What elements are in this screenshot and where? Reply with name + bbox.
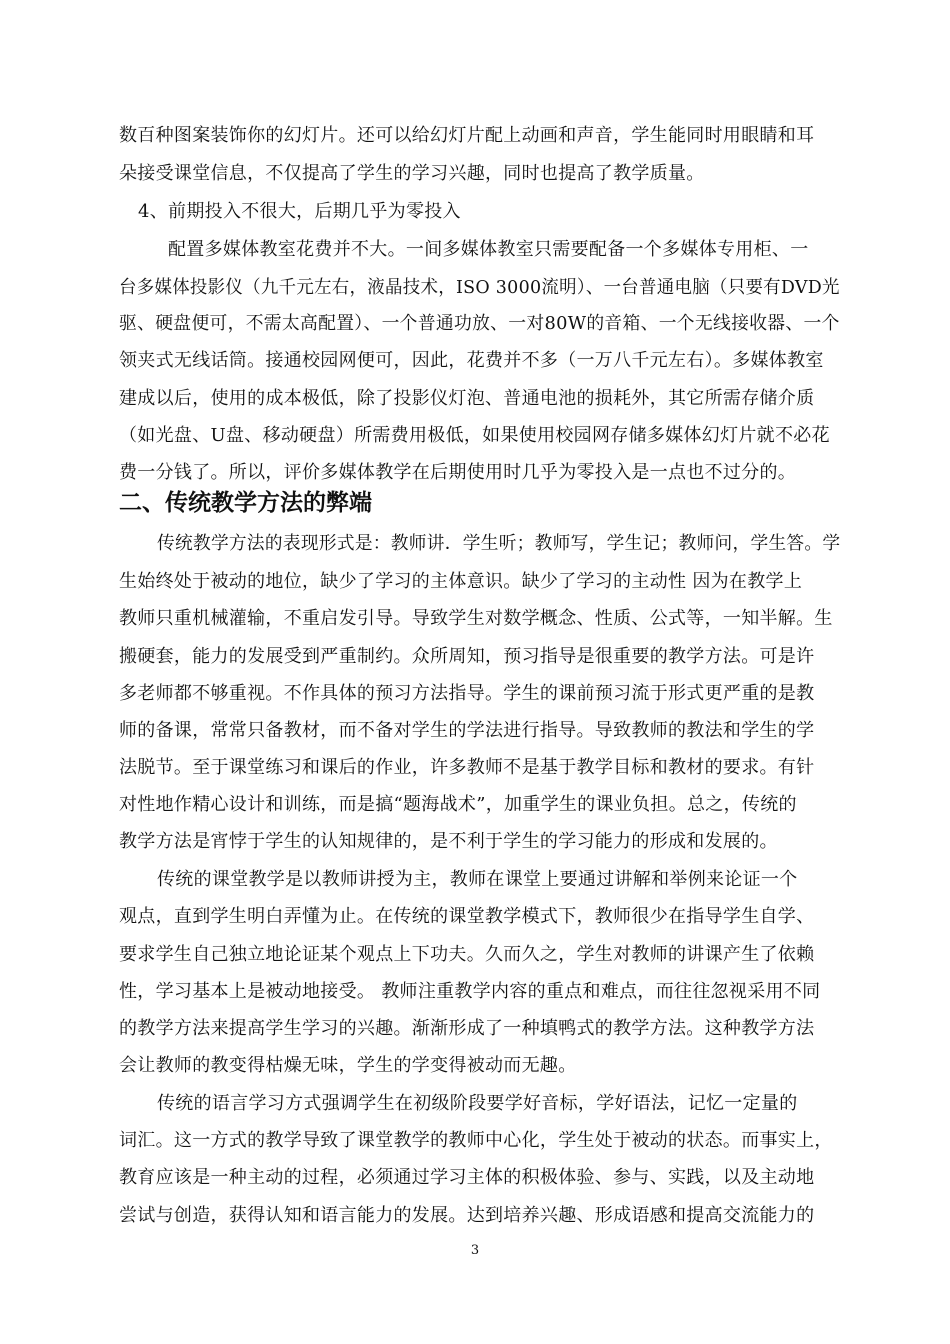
paragraph-line: 台多媒体投影仪（九千元左右，液晶技术，ISO 3000流明）、一台普通电脑（只要有DVD光 xyxy=(119,277,840,298)
paragraph-line: 性，学习基本上是被动地接受。 教师注重教学内容的重点和难点，而往往忽视采用不同 xyxy=(119,981,821,1002)
paragraph-line: 词汇。这一方式的教学导致了课堂教学的教师中心化，学生处于被动的状态。而事实上， xyxy=(119,1130,833,1151)
paragraph-line: 对性地作精心设计和训练，而是搞“题海战术”，加重学生的课业负担。总之，传统的 xyxy=(119,794,797,815)
paragraph-line: 传统的课堂教学是以教师讲授为主，教师在课堂上要通过讲解和举例来论证一个 xyxy=(157,869,798,890)
paragraph-line: 搬硬套，能力的发展受到严重制约。众所周知，预习指导是很重要的教学方法。可是许 xyxy=(119,646,815,667)
paragraph-line: 建成以后，使用的成本极低，除了投影仪灯泡、普通电池的损耗外，其它所需存储介质 xyxy=(119,388,815,409)
paragraph-line: （如光盘、U盘、移动硬盘）所需费用极低，如果使用校园网存储多媒体幻灯片就不必花 xyxy=(119,425,830,446)
paragraph-line: 数百种图案装饰你的幻灯片。还可以给幻灯片配上动画和声音，学生能同时用眼睛和耳 xyxy=(119,125,815,146)
paragraph-line: 传统教学方法的表现形式是：教师讲．学生听；教师写，学生记；教师问，学生答。学 xyxy=(157,533,841,554)
paragraph-line: 会让教师的教变得枯燥无味，学生的学变得被动而无趣。 xyxy=(119,1055,577,1076)
paragraph-line: 领夹式无线话筒。接通校园网便可，因此，花费并不多（一万八千元左右）。多媒体教室 xyxy=(119,350,824,371)
paragraph-line: 的教学方法来提高学生学习的兴趣。渐渐形成了一种填鸭式的教学方法。这种教学方法 xyxy=(119,1018,815,1039)
paragraph-line: 观点，直到学生明白弄懂为止。在传统的课堂教学模式下，教师很少在指导学生自学、 xyxy=(119,906,815,927)
paragraph-line: 配置多媒体教室花费并不大。一间多媒体教室只需要配备一个多媒体专用柜、一 xyxy=(168,239,809,260)
list-item-4: 4、前期投入不很大，后期几乎为零投入 xyxy=(138,201,461,222)
paragraph-line: 师的备课，常常只备教材，而不备对学生的学法进行指导。导致教师的教法和学生的学 xyxy=(119,720,815,741)
page-number: 3 xyxy=(470,1243,480,1258)
section-heading: 二、传统教学方法的弊端 xyxy=(119,490,372,516)
paragraph-line: 费一分钱了。所以，评价多媒体教学在后期使用时几乎为零投入是一点也不过分的。 xyxy=(119,462,797,483)
paragraph-line: 要求学生自己独立地论证某个观点上下功夫。久而久之，学生对教师的讲课产生了依赖 xyxy=(119,944,815,965)
paragraph-line: 传统的语言学习方式强调学生在初级阶段要学好音标，学好语法，记忆一定量的 xyxy=(157,1093,798,1114)
paragraph-line: 驱、硬盘便可，不需太高配置）、一个普通功放、一对80W的音箱、一个无线接收器、一个 xyxy=(119,313,840,334)
paragraph-line: 法脱节。至于课堂练习和课后的作业，许多教师不是基于教学目标和教材的要求。有针 xyxy=(119,757,815,778)
paragraph-line: 教师只重机械灌输，不重启发引导。导致学生对数学概念、性质、公式等，一知半解。生 xyxy=(119,608,833,629)
paragraph-line: 多老师都不够重视。不作具体的预习方法指导。学生的课前预习流于形式更严重的是教 xyxy=(119,683,815,704)
paragraph-line: 教学方法是宵悖于学生的认知规律的，是不利于学生的学习能力的形成和发展的。 xyxy=(119,831,778,852)
paragraph-line: 生始终处于被动的地位，缺少了学习的主体意识。缺少了学习的主动性 因为在教学上 xyxy=(119,571,803,592)
paragraph-line: 教育应该是一种主动的过程，必须通过学习主体的积极体验、参与、实践，以及主动地 xyxy=(119,1167,815,1188)
paragraph-line: 尝试与创造，获得认知和语言能力的发展。达到培养兴趣、形成语感和提高交流能力的 xyxy=(119,1205,815,1226)
paragraph-line: 朵接受课堂信息，不仅提高了学生的学习兴趣，同时也提高了教学质量。 xyxy=(119,163,705,184)
